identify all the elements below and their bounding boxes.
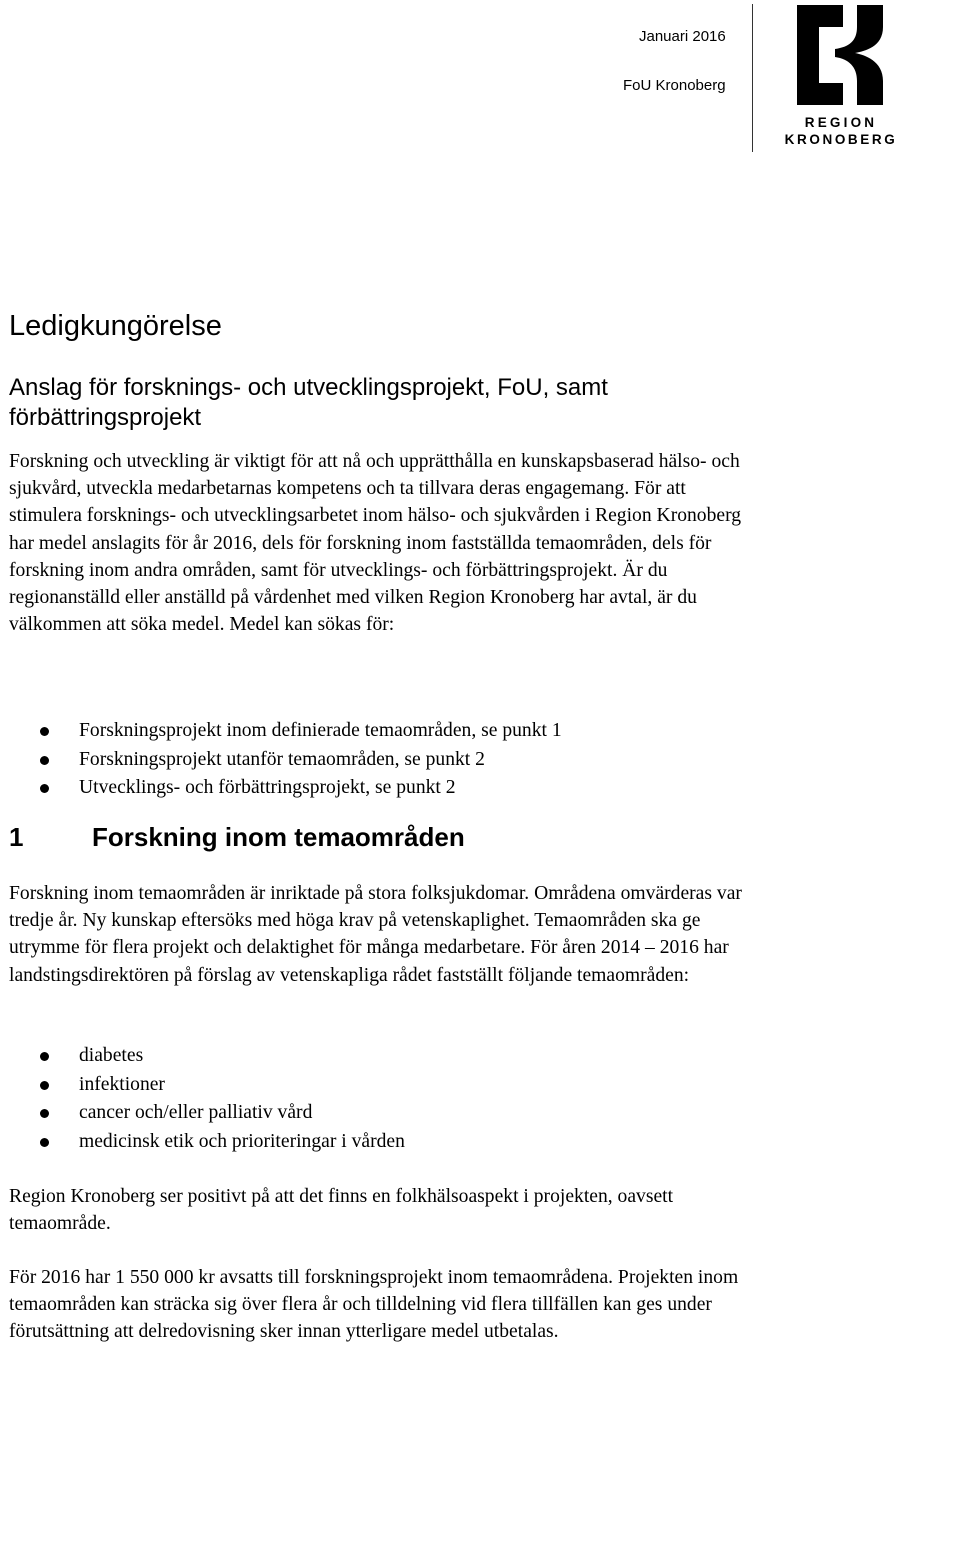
list-item-text: cancer och/eller palliativ vård <box>79 1102 313 1123</box>
list-item-text: infektioner <box>79 1073 165 1095</box>
header-divider <box>752 4 753 152</box>
funding-list <box>0 717 562 803</box>
list-item-text: diabetes <box>79 1045 144 1066</box>
section-paragraph-3: För 2016 har 1 550 000 kr avsatts till forskningsprojekt inom temaområdena. Projekten inom temaområden kan sträcka sig över flera år och tilldelning vid flera tillfällen kan ges under förutsättning att delredovisning sker innan ytterligare medel utbetalas. <box>9 1267 739 1343</box>
section-number: 1 <box>9 822 24 852</box>
list-item <box>0 717 562 746</box>
list-item-text: Utvecklings- och förbättringsprojekt, se punkt 2 <box>79 777 456 798</box>
logo-line-kronoberg: KRONOBERG <box>784 132 898 147</box>
list-item <box>0 1071 405 1100</box>
bullet-icon <box>40 727 49 736</box>
bullet-icon <box>40 756 49 765</box>
page-subtitle: Anslag för forsknings- och utvecklingsprojekt, FoU, samt förbättringsprojekt <box>9 374 608 431</box>
region-kronoberg-logo-mark <box>797 5 885 105</box>
list-item <box>0 746 562 775</box>
header-unit: FoU Kronoberg <box>623 77 726 94</box>
list-item-text: Forskningsprojekt utanför temaområden, se punkt 2 <box>79 748 485 770</box>
section-paragraph-2: Region Kronoberg ser positivt på att det finns en folkhälsoaspekt i projekten, oavsett temaområde. <box>9 1186 674 1235</box>
page-title: Ledigkungörelse <box>9 310 222 342</box>
bullet-icon <box>40 1081 49 1090</box>
theme-list <box>0 1042 405 1156</box>
list-item-text: Forskningsprojekt inom definierade temaområden, se punkt 1 <box>79 720 562 741</box>
list-item <box>0 774 562 803</box>
bullet-icon <box>40 1138 49 1147</box>
section-paragraph-1: Forskning inom temaområden är inriktade på stora folksjukdomar. Områdena omvärderas var tredje år. Ny kunskap eftersöks med höga krav på vetenskaplighet. Temaområden ska ge utrymme för flera projekt och delaktighet för många medarbetare. För åren 2014 – 2016 har landstingsdirektören på förslag av vetenskapliga rådet fastställt följande temaområden: <box>9 883 742 986</box>
section-heading <box>9 822 465 853</box>
intro-paragraph: Forskning och utveckling är viktigt för att nå och upprätthålla en kunskapsbaserad hälso- och sjukvård, utveckla medarbetarnas kompetens och ta tillvara deras engagemang. För att stimulera forsknings- och utvecklingsarbetet inom hälso- och sjukvården i Region Kronoberg har medel anslagits för år 2016, dels för forskning inom fastställda temaområden, dels för forskning inom andra områden, samt för utvecklings- och förbättringsprojekt. Är du regionanställd eller anställd på vårdenhet med vilken Region Kronoberg har avtal, är du välkommen att söka medel. Medel kan sökas för: <box>9 451 742 636</box>
header-date: Januari 2016 <box>639 28 726 45</box>
bullet-icon <box>40 784 49 793</box>
bullet-icon <box>40 1052 49 1061</box>
bullet-icon <box>40 1109 49 1118</box>
list-item <box>0 1042 405 1071</box>
list-item <box>0 1128 405 1157</box>
section-title: Forskning inom temaområden <box>92 822 465 852</box>
list-item-text: medicinsk etik och prioriteringar i vården <box>79 1130 405 1152</box>
list-item <box>0 1099 405 1128</box>
logo-line-region: REGION <box>804 115 878 130</box>
